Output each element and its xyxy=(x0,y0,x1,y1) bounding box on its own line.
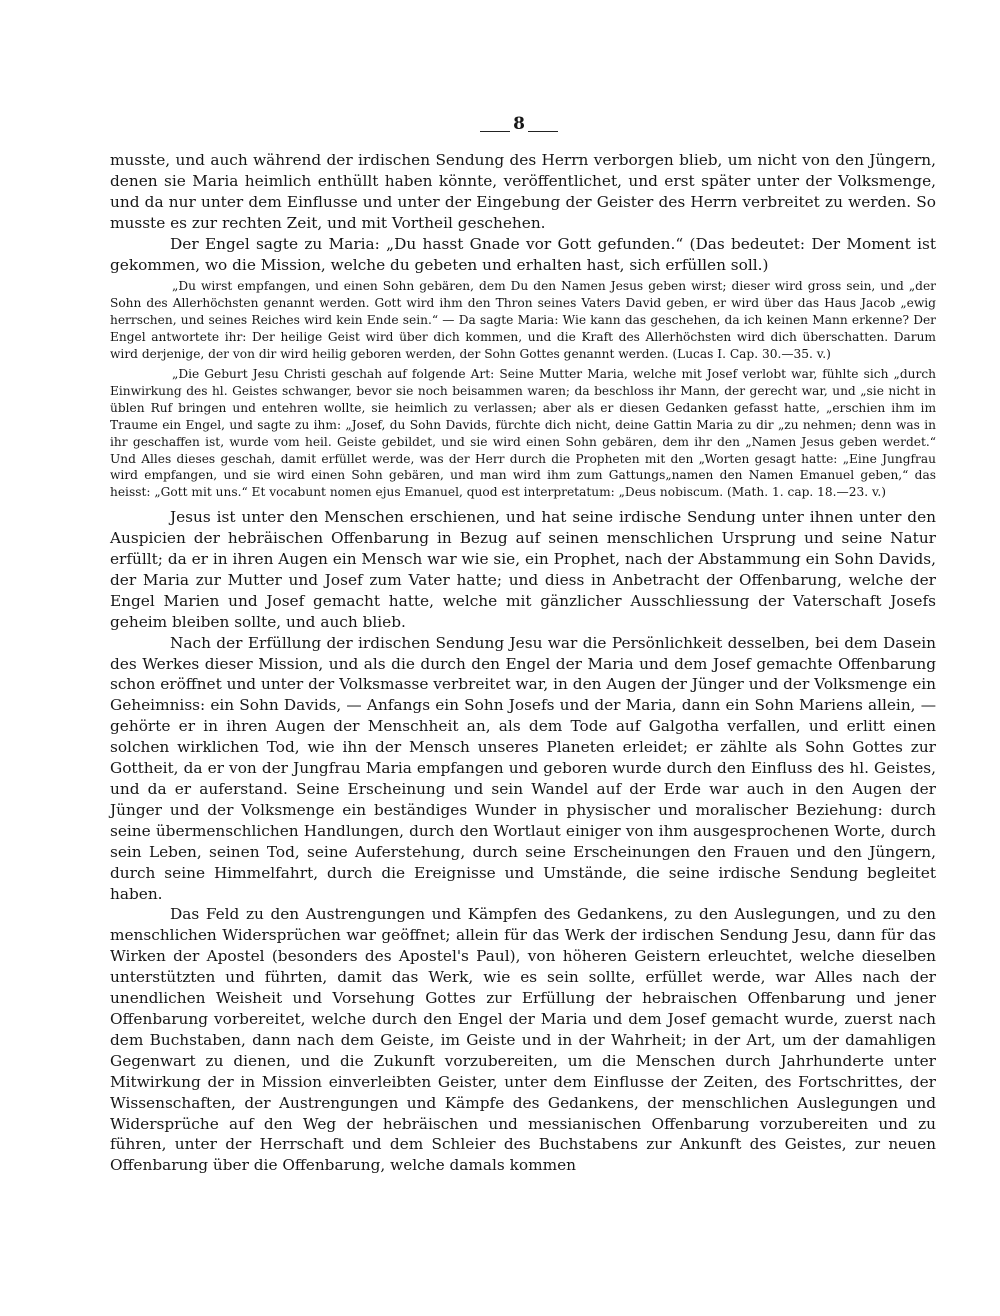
quote-lucas: „Du wirst empfangen, und einen Sohn gebären, dem Du den Namen Jesus geben wirst; dieser wird gross sein, und „der Sohn des Allerhöchsten genannt werden. Gott wird ihm den Thron seines Vaters David geben, er wird über das Haus Jacob „ewig herrschen, und seines Reiches wird kein Ende sein.“ — Da sagte Maria: Wie kann das geschehen, da ich keinen Mann erkenne? Der Engel antwortete ihr: Der heilige Geist wird über dich kommen, und die Kraft des Allerhöchsten wird dich überschatten. Darum wird derjenige, der von dir wird heilig geboren werden, der Sohn Gottes genannt werden. (Lucas I. Cap. 30.—35. v.) xyxy=(110,279,936,362)
page-body xyxy=(110,150,936,1176)
paragraph-field-of-efforts: Das Feld zu den Austrengungen und Kämpfen des Gedankens, zu den Auslegungen, und zu den menschlichen Widersprüchen war geöffnet; allein für das Werk der irdischen Sendung Jesu, dann für das Wirken der Apostel (besonders des Apostel's Paul), von höheren Geistern erleuchtet, welche dieselben unterstützten und führten, damit das Werk, wie es sein sollte, erfüllet werde, war Alles nach der unendlichen Weisheit und Vorsehung Gottes zur Erfüllung der hebraischen Offenbarung und jener Offenbarung vorbereitet, welche durch den Engel der Maria und dem Josef gemacht wurde, zuerst nach dem Buchstaben, dann nach dem Geiste, im Geiste und in der Wahrheit; in der Art, um der damahligen Gegenwart zu dienen, und die Zukunft vorzubereiten, um die Menschen durch Jahrhunderte unter Mitwirkung der in Mission einverleibten Geister, unter dem Einflusse der Zeiten, des Fortschrittes, der Wissenschaften, der Austrengungen und Kämpfe des Gedankens, der menschlichen Auslegungen und Widersprüche auf den Weg der hebräischen und messianischen Offenbarung vorzubereiten und zu führen, unter der Herrschaft und dem Schleier des Buchstabens zur Ankunft des Geistes, zur neuen Offenbarung über die Offenbarung, welche damals kommen xyxy=(110,905,936,1175)
paragraph-continuation: musste, und auch während der irdischen Sendung des Herrn verborgen blieb, um nicht von den Jüngern, denen sie Maria heimlich enthüllt haben könnte, veröffentlichet, und erst später unter der Volksmenge, und da nur unter dem Einflusse und unter der Eingebung der Geister des Herrn verbreitet zu werden. So musste es zur rechten Zeit, und mit Vortheil geschehen. xyxy=(110,151,936,232)
paragraph-after-fulfilment: Nach der Erfüllung der irdischen Sendung Jesu war die Persönlichkeit desselben, bei dem Dasein des Werkes dieser Mission, und als die durch den Engel der Maria und dem Josef gemachte Offenbarung schon eröffnet und unter der Volksmasse verbreitet war, in den Augen der Jünger und der Volksmenge ein Geheimniss: ein Sohn Davids, — Anfangs ein Sohn Josefs und der Maria, dann ein Sohn Mariens allein, — gehörte er in ihren Augen der Menschheit an, als dem Tode auf Galgotha verfallen, und erlitt einen solchen wirklichen Tod, wie ihn der Mensch unseres Planeten erleidet; er zählte als Sohn Gottes zur Gottheit, da er von der Jungfrau Maria empfangen und geboren wurde durch den Einfluss des hl. Geistes, und da er auferstand. Seine Erscheinung und sein Wandel auf der Erde war auch in den Augen der Jünger und der Volksmenge ein beständiges Wunder in physischer und moralischer Beziehung: durch seine übermenschlichen Handlungen, durch den Wortlaut einiger von ihm ausgesprochenen Worte, durch sein Leben, seinen Tod, seine Auferstehung, durch seine Erscheinungen den Frauen und den Jüngern, durch seine Himmelfahrt, durch die Ereignisse und Umstände, die seine irdische Sendung begleitet haben. xyxy=(110,633,936,903)
header-rule-right xyxy=(528,131,558,132)
page-header xyxy=(0,114,1000,138)
page-number: 8 xyxy=(513,114,525,134)
quote-matthaeus: „Die Geburt Jesu Christi geschah auf folgende Art: Seine Mutter Maria, welche mit Josef verlobt war, fühlte sich „durch Einwirkung des hl. Geistes schwanger, bevor sie noch beisammen waren; da beschloss ihr Mann, der gerecht war, und „sie nicht in üblen Ruf bringen und entehren wollte, sie heimlich zu verlassen; aber als er diesen Gedanken gefasst hatte, „erschien ihm im Traume ein Engel, und sagte zu ihm: „Josef, du Sohn Davids, fürchte dich nicht, deine Gattin Maria zu dir „zu nehmen; denn was in ihr geschaffen ist, wurde vom heil. Geiste gebildet, und sie wird einen Sohn gebären, dem ihr den „Namen Jesus geben werdet.“ Und Alles dieses geschah, damit erfüllet werde, was der Herr durch die Propheten mit den „Worten gesagt hatte: „Eine Jungfrau wird empfangen, und sie wird einen Sohn gebären, und man wird ihm zum Gattungs„namen den Namen Emanuel geben,“ das heisst: „Gott mit uns.“ Et vocabunt nomen ejus Emanuel, quod est interpretatum: „Deus nobiscum. (Math. 1. cap. 18.—23. v.) xyxy=(110,366,936,500)
header-rule-left xyxy=(480,131,510,132)
paragraph-jesus-mission: Jesus ist unter den Menschen erschienen, und hat seine irdische Sendung unter ihnen unter den Auspicien der hebräischen Offenbarung in Bezug auf seinen menschlichen Ursprung und seine Natur erfüllt; da er in ihren Augen ein Mensch war wie sie, ein Prophet, nach der Abstammung ein Sohn Davids, der Maria zur Mutter und Josef zum Vater hatte; und diess in Anbetracht der Offenbarung, welche der Engel Marien und Josef gemacht hatte, welche mit gänzlicher Ausschliessung der Vaterschaft Josefs geheim bleiben sollte, und auch blieb. xyxy=(110,508,936,631)
paragraph-angel-greeting: Der Engel sagte zu Maria: „Du hasst Gnade vor Gott gefunden.“ (Das bedeutet: Der Moment ist gekommen, wo die Mission, welche du gebeten und erhalten hast, sich erfüllen soll.) xyxy=(110,234,936,274)
